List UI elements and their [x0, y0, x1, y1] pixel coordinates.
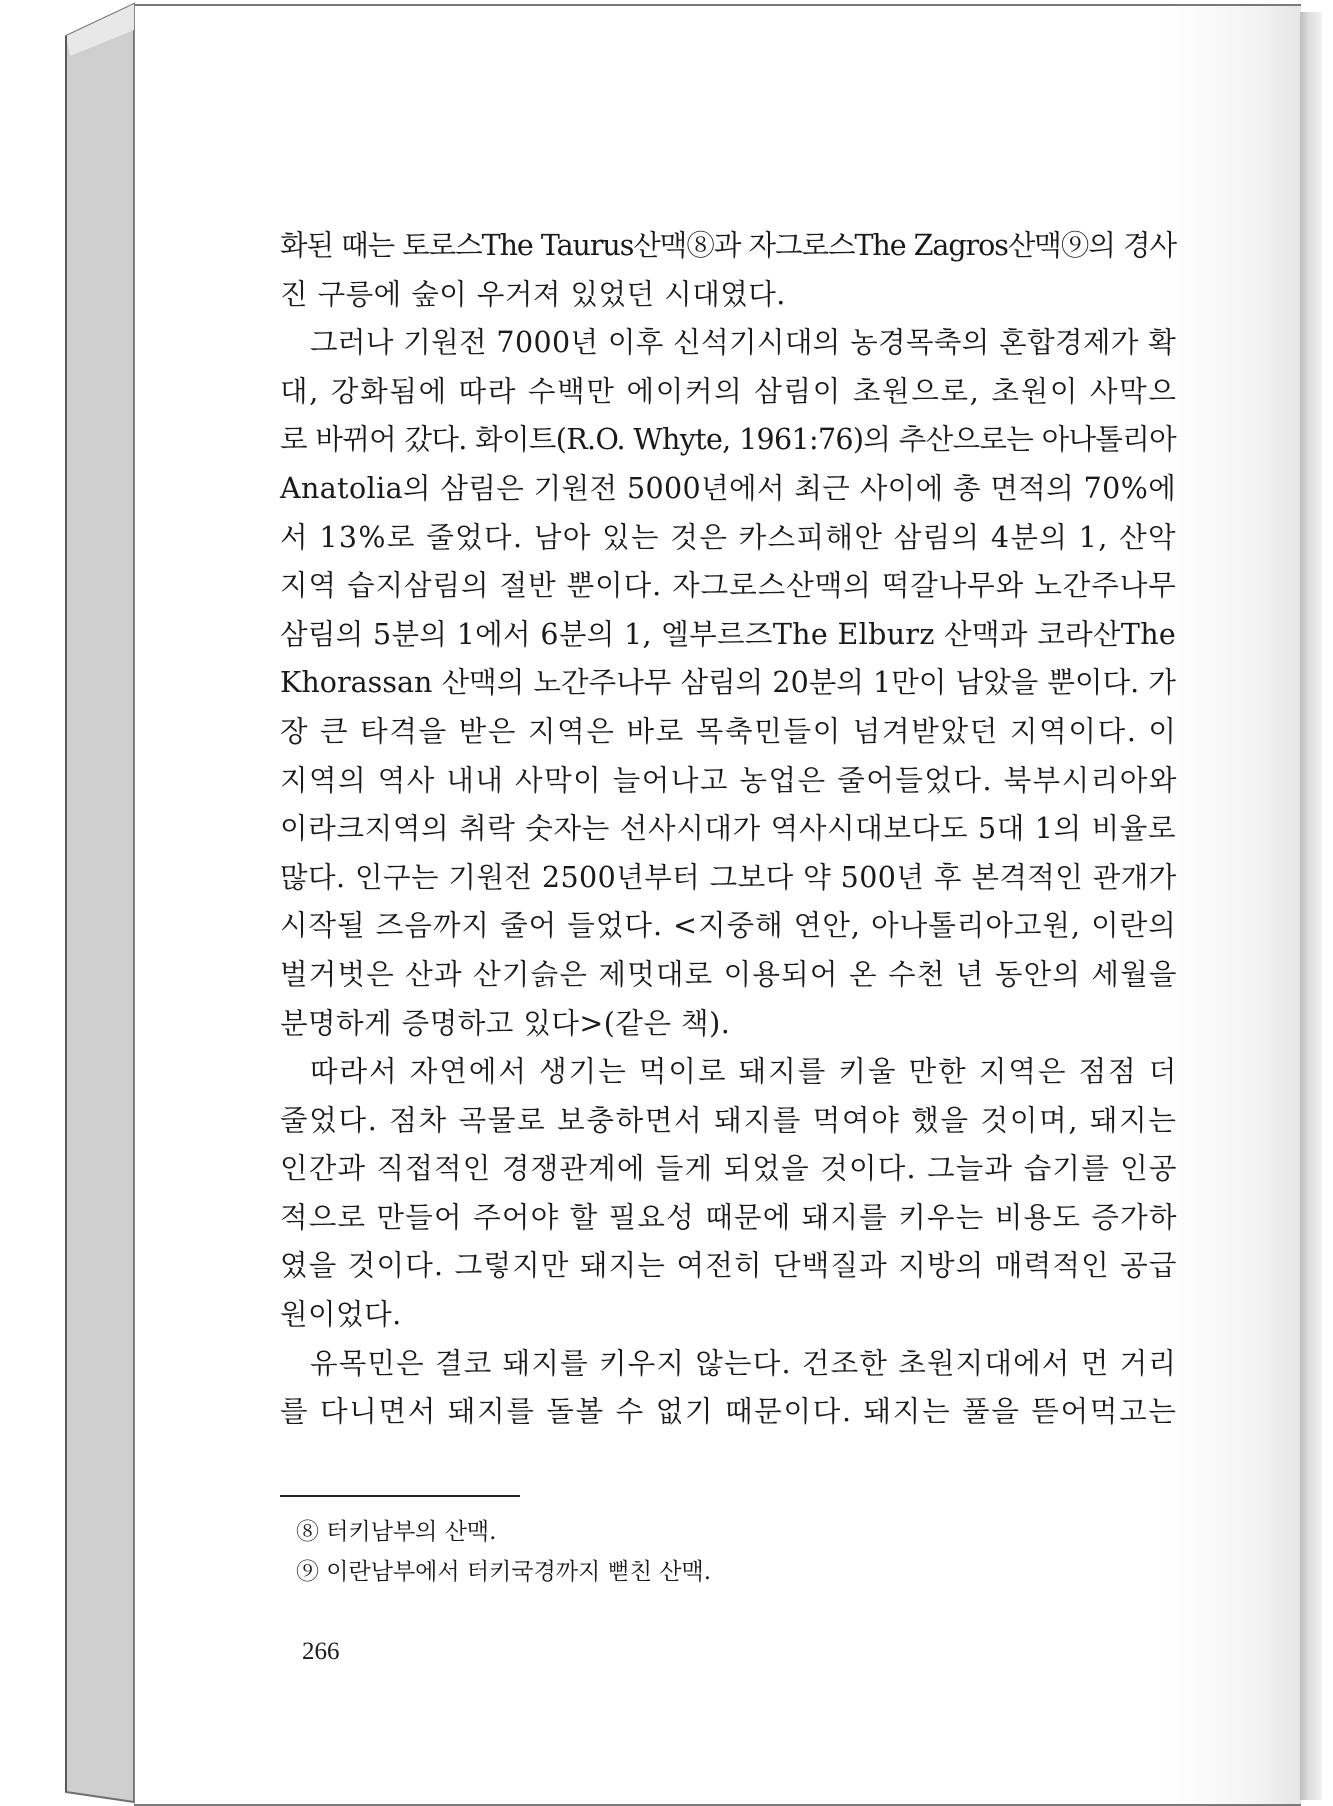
footnote-8: ⑧ 터키남부의 산맥. — [296, 1519, 497, 1545]
text-line: Khorassan 산맥의 노간주나무 삼림의 20분의 1만이 남았을 뿐이다. 가 — [280, 666, 1176, 700]
footnote-9: ⑨ 이란남부에서 터키국경까지 뻗친 산맥. — [296, 1559, 712, 1585]
text-line: 지역의 역사 내내 사막이 늘어나고 농업은 줄어들었다. 북부시리아와 — [280, 763, 1178, 797]
paragraph-2 — [280, 319, 1176, 1048]
paragraph-4 — [280, 1340, 1176, 1437]
text-line: 원이었다. — [280, 1298, 402, 1332]
text-line: 인간과 직접적인 경쟁관계에 들게 되었을 것이다. 그늘과 습기를 인공 — [280, 1152, 1178, 1186]
text-line: 그러나 기원전 7000년 이후 신석기시대의 농경목축의 혼합경제가 확 — [310, 326, 1177, 360]
text-line: 장 큰 타격을 받은 지역은 바로 목축민들이 넘겨받았던 지역이다. 이 — [280, 714, 1178, 748]
page-edge-shadow — [1300, 12, 1322, 1800]
text-line: 많다. 인구는 기원전 2500년부터 그보다 약 500년 후 본격적인 관개가 — [280, 860, 1177, 894]
text-line: 분명하게 증명하고 있다>(같은 책). — [280, 1006, 731, 1040]
paragraph-3 — [280, 1048, 1179, 1340]
text-line: 따라서 자연에서 생기는 먹이로 돼지를 키울 만한 지역은 점점 더 — [310, 1055, 1179, 1089]
body-text — [280, 222, 1179, 1437]
paragraph-1 — [280, 222, 1176, 319]
text-line: 화된 때는 토로스The Taurus산맥⑧과 자그로스The Zagros산맥⑨의 경사 — [280, 229, 1176, 262]
text-line: 로 바뀌어 갔다. 화이트(R.O. Whyte, 1961:76)의 추산으로는 아나톨리아 — [280, 423, 1176, 457]
text-line: 적으로 만들어 주어야 할 필요성 때문에 돼지를 키우는 비용도 증가하 — [280, 1200, 1178, 1234]
text-line: Anatolia의 삼림은 기원전 5000년에서 최근 사이에 총 면적의 70%에 — [280, 471, 1177, 505]
text-line: 시작될 즈음까지 줄어 들었다. <지중해 연안, 아나톨리아고원, 이란의 — [280, 909, 1177, 943]
text-line: 지역 습지삼림의 절반 뿐이다. 자그로스산맥의 떡갈나무와 노간주나무 — [280, 569, 1177, 603]
footnote-divider — [280, 1495, 520, 1497]
text-line: 였을 것이다. 그렇지만 돼지는 여전히 단백질과 지방의 매력적인 공급 — [280, 1249, 1178, 1283]
text-line: 줄었다. 점차 곡물로 보충하면서 돼지를 먹여야 했을 것이며, 돼지는 — [280, 1103, 1178, 1137]
footnotes — [296, 1512, 711, 1592]
text-line: 벌거벗은 산과 산기슭은 제멋대로 이용되어 온 수천 년 동안의 세월을 — [280, 957, 1178, 991]
text-line: 를 다니면서 돼지를 돌볼 수 없기 때문이다. 돼지는 풀을 뜯어먹고는 — [280, 1395, 1178, 1429]
text-line: 진 구릉에 숲이 우거져 있었던 시대였다. — [280, 277, 786, 311]
text-line: 대, 강화됨에 따라 수백만 에이커의 삼림이 초원으로, 초원이 사막으 — [280, 374, 1178, 408]
text-line: 유목민은 결코 돼지를 키우지 않는다. 건조한 초원지대에서 먼 거리 — [310, 1346, 1178, 1380]
page-number: 266 — [302, 1638, 340, 1665]
text-line: 이라크지역의 취락 숫자는 선사시대가 역사시대보다도 5대 1의 비율로 — [280, 812, 1177, 846]
text-line: 삼림의 5분의 1에서 6분의 1, 엘부르즈The Elburz 산맥과 코라산The — [280, 617, 1177, 651]
text-line: 서 13%로 줄었다. 남아 있는 것은 카스피해안 삼림의 4분의 1, 산악 — [280, 520, 1177, 554]
